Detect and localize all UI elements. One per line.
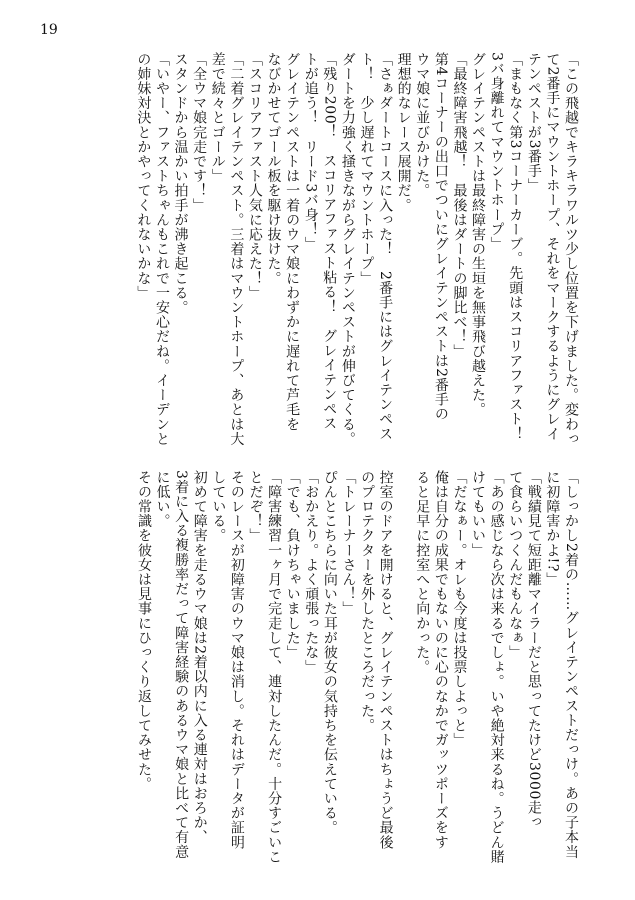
- text-line: 「全ウマ娘完走です！」: [191, 52, 208, 213]
- text-line: 「だなぁー。オレも今度は投票しよっと」: [451, 470, 468, 748]
- text-line: とだぞ！」: [247, 470, 264, 543]
- text-line: テンペストが3番手」: [525, 52, 542, 193]
- text-line: ダートを力強く掻きながらグレイテンペストが伸びてくる。: [339, 52, 356, 447]
- text-line: そのレースが初障害のウマ娘は消し。それはデータが証明: [228, 470, 245, 850]
- text-line: スタンドから温かい拍手が沸き起こる。: [172, 52, 189, 315]
- text-line: 「あの感じなら次は来るでしょ。いや絶対来るね。うどん賭: [488, 470, 505, 865]
- text-line: 初めて障害を走るウマ娘は2着以内に入る連対はおろか、: [191, 470, 208, 845]
- text-line: けてもいい」: [470, 470, 487, 558]
- text-line: 「障害練習一ヶ月で完走して、連対したんだ。十分すごいこ: [266, 470, 283, 865]
- text-line: グレイテンペストは最終障害の生垣を無事飛び越えた。: [470, 52, 487, 417]
- text-line: 差で続々とゴール」: [209, 52, 226, 184]
- text-line: 3バ身離れてマウントホープ」: [488, 52, 505, 252]
- text-line: て2番手にマウントホープ、それをマークするようにグレイ: [544, 52, 561, 442]
- text-line: て食らいつくんだもんなぁ」: [507, 470, 524, 660]
- text-line: 「いやー、ファストちゃんもこれで一安心だね。イーデンと: [153, 52, 170, 447]
- text-line: 控室のドアを開けると、グレイテンペストはちょうど最後: [377, 470, 394, 850]
- text-line: ぴんとこちらに向いた耳が彼女の気持ちを伝えている。: [321, 470, 338, 835]
- text-line: に低い。: [154, 470, 171, 529]
- text-line: 「二着グレイテンペスト。三着はマウントホープ、あとは大: [228, 52, 245, 447]
- text-line: 「さぁダートコースに入った！ 2番手にはグレイテンペス: [377, 52, 394, 442]
- text-line: に初障害かよ!?」: [544, 470, 561, 587]
- text-line: ると足早に控室へと向かった。: [414, 470, 431, 675]
- text-line: [395, 470, 413, 875]
- text-line: なびかせてゴール板を駆け抜けた。: [265, 52, 282, 286]
- text-line: 「しっかし2着の……グレイテンペストだっけ。あの子本当: [563, 470, 579, 860]
- text-block-bottom: [40, 470, 580, 875]
- text-line: 3着に入る複勝率だって障害経験のあるウマ娘と比べて有意: [173, 470, 190, 860]
- text-line: ウマ娘に並びかけた。: [414, 52, 431, 198]
- text-line: グレイテンペストは一着のウマ娘にわずかに遅れて芦毛を: [284, 52, 301, 432]
- text-line: 「まもなく第3コーナーカーブ。先頭はスコリアファスト！: [507, 52, 524, 442]
- text-line: トが追う！ リード3バ身！」: [302, 52, 319, 252]
- text-line: 「おかえり。よく頑張ったな」: [303, 470, 320, 675]
- text-line: ト！ 少し遅れてマウントホープ」: [358, 52, 375, 286]
- text-line: その常識を彼女は見事にひっくり返してみせた。: [135, 470, 152, 792]
- text-line: 第4コーナーの出口でついにグレイテンペストは2番手の: [432, 52, 449, 422]
- text-line: 「この飛越でキラキラワルツ少し位置を下げました。変わっ: [563, 52, 579, 447]
- text-line: している。: [210, 470, 227, 543]
- text-line: 俺は自分の成果でもないのに心のなかでガッツポーズをす: [432, 470, 449, 850]
- text-block-top: [40, 52, 580, 457]
- text-line: 「残り200！ スコリアファスト粘る！ グレイテンペス: [321, 52, 338, 431]
- text-line: 「トレーナーさん！」: [340, 470, 357, 616]
- text-line: の姉妹対決とかやってくれないかな」: [135, 52, 152, 301]
- text-line: 「最終障害飛越！ 最後はダートの脚比べ！」: [451, 52, 468, 359]
- page-number: 19: [40, 22, 58, 38]
- text-line: 「戦績見て短距離マイラーだと思ってたけど3000走っ: [525, 470, 542, 830]
- text-line: 「でも、負けちゃいました」: [284, 470, 301, 660]
- text-line: 「スコリアファスト人気に応えた！」: [246, 52, 263, 301]
- text-line: のプロテクターを外したところだった。: [359, 470, 376, 733]
- text-line: 理想的なレース展開だ。: [395, 52, 412, 213]
